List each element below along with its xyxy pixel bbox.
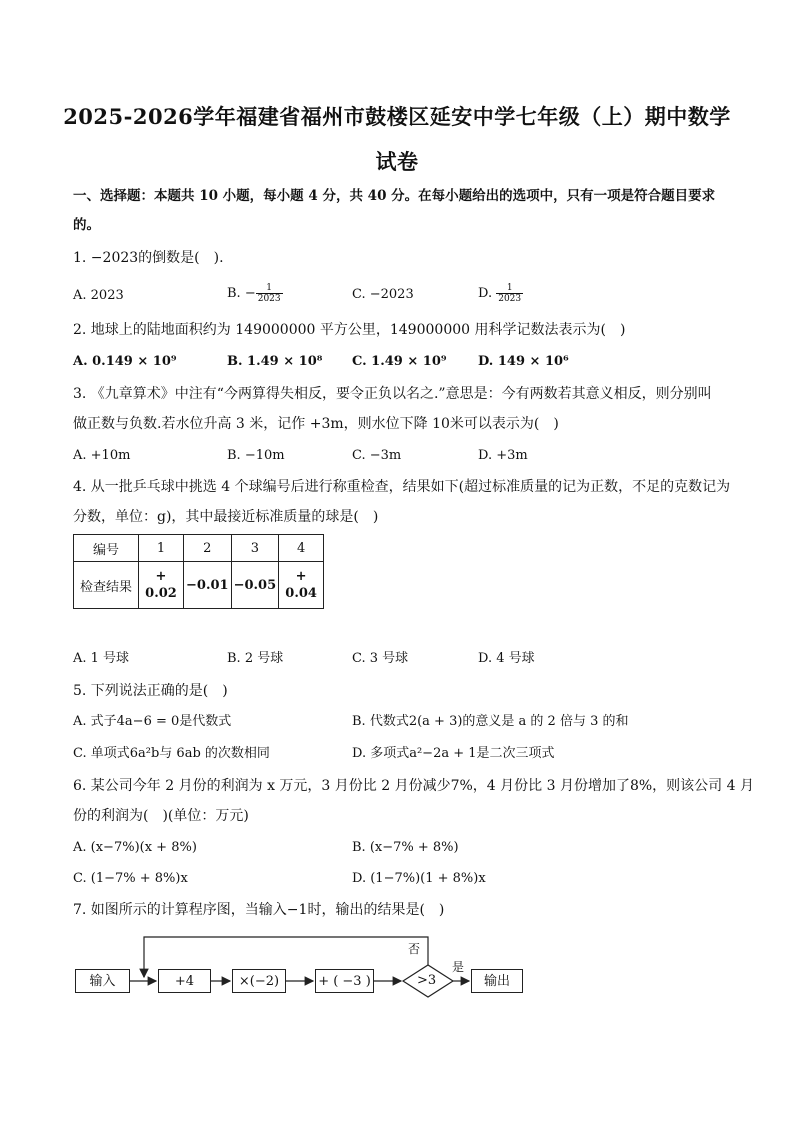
q1-option-d [478,283,523,304]
question-7-stem: 7. 如图所示的计算程序图，当输入−1时，输出的结果是( ) [73,902,445,918]
question-6-stem-line2: 份的利润为( )(单位：万元) [73,808,249,824]
flow-output-box: 输出 [471,969,523,993]
question-1-stem: 1. −2023的倒数是( ). [73,250,224,266]
q1-option-b-fraction [256,283,283,304]
q5-option-b: B. 代数式2(a + 3)的意义是 a 的 2 倍与 3 的和 [352,714,629,729]
table-cell-value: 0.02 [145,586,177,601]
flow-multiply-box: ×(−2) [232,969,286,993]
q4-option-b: B. 2 号球 [227,651,284,666]
q5-option-d: D. 多项式a²−2a + 1是二次三项式 [352,746,555,761]
q2-option-b: B. 1.49 × 10⁸ [227,354,323,369]
weight-table [73,534,324,609]
flow-no-label: 否 [408,942,421,956]
q3-option-d: D. +3m [478,448,528,463]
q1-option-b-denominator: 2023 [257,294,281,304]
table-cell-value: 0.04 [285,586,317,601]
question-3-stem-line2: 做正数与负数.若水位升高 3 米，记作 +3m，则水位下降 10米可以表示为( ) [73,416,559,432]
table-header-cell: 2 [184,535,232,562]
q1-option-b-prefix: B. − [227,286,256,301]
q1-option-a: A. 2023 [73,288,124,303]
q1-option-d-fraction [496,283,523,304]
question-2-stem: 2. 地球上的陆地面积约为 149000000 平方公里，149000000 用科学记数法表示为( ) [73,322,626,338]
q1-option-b-numerator: 1 [256,283,283,294]
question-4-stem-line2: 分数，单位：g)，其中最接近标准质量的球是( ) [73,509,379,525]
flow-input-box: 输入 [75,969,130,993]
q6-option-d: D. (1−7%)(1 + 8%)x [352,871,486,886]
table-cell [279,562,324,609]
flow-add-minus-three-box: + ( −3 ) [315,969,374,993]
table-header-label: 编号 [74,535,139,562]
q3-option-b: B. −10m [227,448,285,463]
q1-option-d-denominator: 2023 [498,294,522,304]
q4-option-d: D. 4 号球 [478,651,535,666]
table-row [74,562,324,609]
flowchart [70,930,540,1000]
q4-option-a: A. 1 号球 [73,651,130,666]
q1-option-b [227,283,283,304]
q5-option-a: A. 式子4a−6 = 0是代数式 [73,714,232,729]
table-header-cell: 1 [139,535,184,562]
flow-condition-label: >3 [417,973,437,988]
q2-option-d: D. 149 × 10⁶ [478,354,569,369]
q3-option-c: C. −3m [352,448,402,463]
flow-yes-label: 是 [452,960,465,974]
flow-add-four-box: +4 [158,969,211,993]
q1-option-d-numerator: 1 [496,283,523,294]
table-header-cell: 4 [279,535,324,562]
q6-option-b: B. (x−7% + 8%) [352,840,459,855]
table-cell-value: −0.05 [233,577,277,593]
question-3-stem: 3. 《九章算术》中注有“今两算得失相反，要令正负以名之.”意思是：今有两数若其意义相反，则分别叫 [73,386,712,402]
flowchart-connectors [70,930,540,1000]
question-6-stem: 6. 某公司今年 2 月份的利润为 x 万元，3 月份比 2 月份减少7%，4 月份比 3 月份增加了8%，则该公司 4 月 [73,778,754,794]
table-cell [139,562,184,609]
question-4-stem: 4. 从一批乒乓球中挑选 4 个球编号后进行称重检查，结果如下(超过标准质量的记为正数，不足的克数记为 [73,479,731,495]
table-cell-sign: + [155,569,167,584]
table-cell-value: −0.01 [186,577,229,593]
q5-option-c: C. 单项式6a²b与 6ab 的次数相同 [73,746,270,761]
section-heading-line2: 的。 [73,217,100,233]
table-header-row [74,535,324,562]
q2-option-a: A. 0.149 × 10⁹ [73,354,177,369]
q1-option-c: C. −2023 [352,287,414,302]
q6-option-a: A. (x−7%)(x + 8%) [73,840,197,855]
table-cell [184,562,232,609]
q2-option-c: C. 1.49 × 10⁹ [352,354,447,369]
q3-option-a: A. +10m [73,448,131,463]
section-heading: 一、选择题：本题共 10 小题，每小题 4 分，共 40 分。在每小题给出的选项中，只有一项是符合题目要求 [73,188,716,204]
table-cell-sign: + [295,569,307,584]
q6-option-c: C. (1−7% + 8%)x [73,871,188,886]
table-cell [231,562,279,609]
q4-option-c: C. 3 号球 [352,651,409,666]
table-header-cell: 3 [231,535,279,562]
question-5-stem: 5. 下列说法正确的是( ) [73,683,228,699]
page-title-line2: 试卷 [375,149,419,174]
table-row-label: 检查结果 [74,562,139,609]
page-title: 2025-2026学年福建省福州市鼓楼区延安中学七年级（上）期中数学 [63,104,731,129]
q1-option-d-prefix: D. [478,286,497,301]
